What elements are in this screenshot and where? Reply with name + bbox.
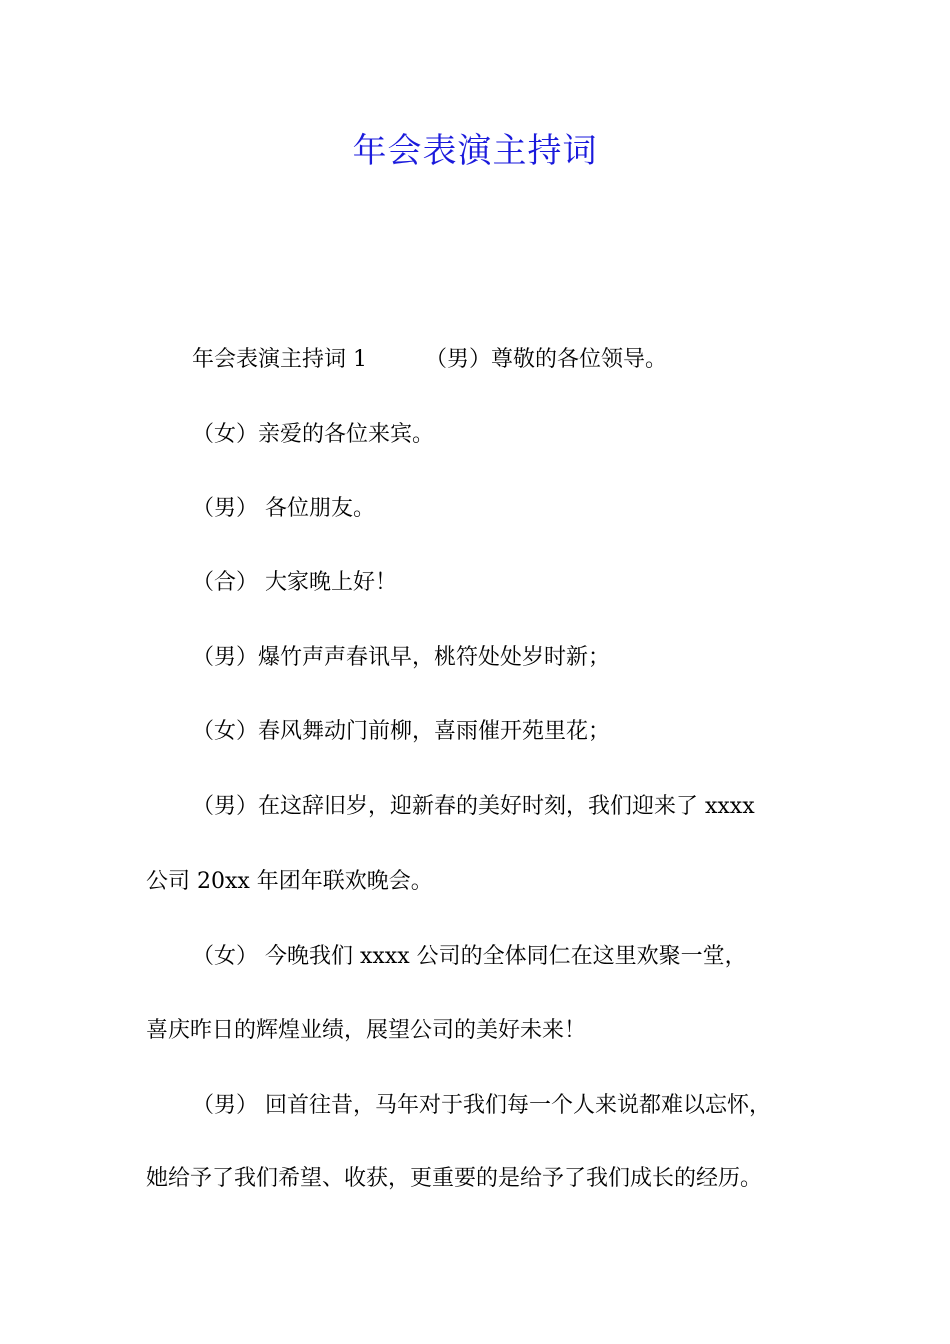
paragraph-line: （合） 大家晚上好！: [192, 570, 397, 595]
paragraph-text: （男）尊敬的各位领导。: [425, 347, 668, 372]
paragraph-line: [146, 345, 882, 375]
document-title: 年会表演主持词: [352, 131, 598, 171]
paragraph-line: 喜庆昨日的辉煌业绩，展望公司的美好未来！: [146, 1018, 587, 1043]
paragraph-line: 公司 20xx 年团年联欢晚会。: [146, 869, 433, 894]
paragraph-line: 她给予了我们希望、收获，更重要的是给予了我们成长的经历。: [146, 1166, 763, 1191]
paragraph-line: （女）亲爱的各位来宾。: [192, 422, 435, 447]
paragraph-line: （男） 回首往昔，马年对于我们每一个人来说都难以忘怀，: [192, 1093, 771, 1118]
paragraph-line: （女） 今晚我们 xxxx 公司的全体同仁在这里欢聚一堂，: [192, 944, 747, 969]
paragraph-line: （男）在这辞旧岁，迎新春的美好时刻，我们迎来了 xxxx: [192, 794, 755, 819]
paragraph-line: （男）爆竹声声春讯早，桃符处处岁时新；: [192, 645, 611, 670]
paragraph-line: （女）春风舞动门前柳，喜雨催开苑里花；: [192, 719, 611, 744]
paragraph-heading: 年会表演主持词 1: [192, 347, 367, 372]
paragraph-line: （男） 各位朋友。: [192, 496, 375, 521]
